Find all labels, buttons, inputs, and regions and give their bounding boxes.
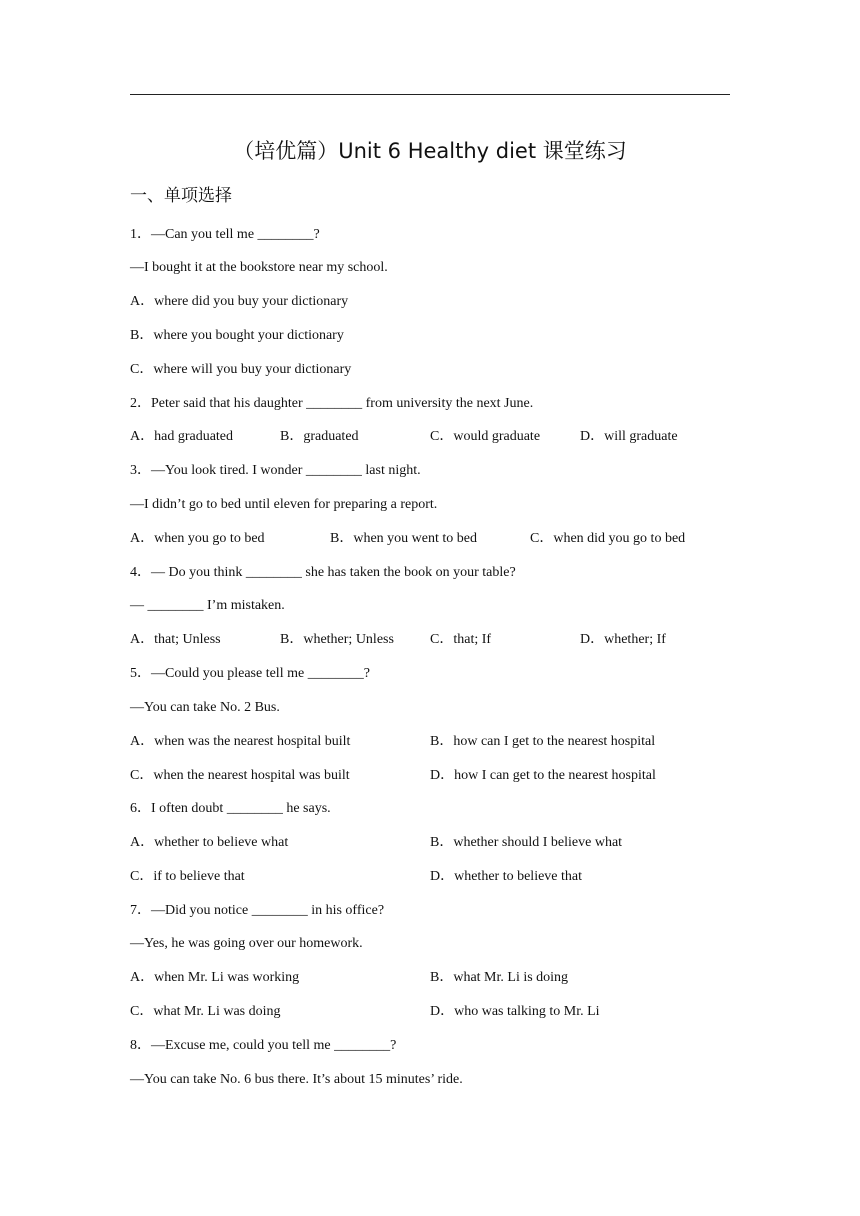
question-1-option-a: A．where did you buy your dictionary [130, 294, 349, 309]
question-1-reply: —I bought it at the bookstore near my school. [130, 260, 388, 275]
question-2-option-c: C．would graduate [430, 429, 541, 444]
question-4-stem: 4．— Do you think ________ she has taken the book on your table? [130, 565, 516, 580]
question-5-option-b: B．how can I get to the nearest hospital [430, 734, 656, 749]
question-6-stem: 6．I often doubt ________ he says. [130, 801, 331, 816]
question-5-option-a: A．when was the nearest hospital built [130, 734, 351, 749]
question-5-stem: 5．—Could you please tell me ________? [130, 666, 370, 681]
question-4-option-a: A．that; Unless [130, 632, 221, 647]
question-5-option-d: D．how I can get to the nearest hospital [430, 768, 656, 783]
question-7-option-b: B．what Mr. Li is doing [430, 970, 569, 985]
question-2-option-a: A．had graduated [130, 429, 234, 444]
question-7-option-d: D．who was talking to Mr. Li [430, 1004, 600, 1019]
question-1-stem: 1．—Can you tell me ________? [130, 227, 320, 242]
question-7-option-c: C．what Mr. Li was doing [130, 1004, 281, 1019]
section-heading: 一、单项选择 [130, 186, 232, 206]
question-8-stem: 8．—Excuse me, could you tell me ________? [130, 1038, 397, 1053]
question-4-reply: — ________ I’m mistaken. [130, 598, 285, 613]
question-4-option-b: B．whether; Unless [280, 632, 394, 647]
question-6-option-a: A．whether to believe what [130, 835, 289, 850]
question-5-reply: —You can take No. 2 Bus. [130, 700, 280, 715]
question-2-option-b: B．graduated [280, 429, 359, 444]
question-3-stem: 3．—You look tired. I wonder ________ last night. [130, 463, 421, 478]
question-3-option-b: B．when you went to bed [330, 531, 477, 546]
question-2-option-d: D．will graduate [580, 429, 678, 444]
page-title: （培优篇）Unit 6 Healthy diet 课堂练习 [233, 139, 627, 163]
question-4-option-d: D．whether; If [580, 632, 666, 647]
question-3-option-c: C．when did you go to bed [530, 531, 686, 546]
header-rule [130, 94, 730, 95]
question-6-option-c: C．if to believe that [130, 869, 245, 884]
question-5-option-c: C．when the nearest hospital was built [130, 768, 350, 783]
question-3-option-a: A．when you go to bed [130, 531, 265, 546]
question-1-option-b: B．where you bought your dictionary [130, 328, 344, 343]
question-2-stem: 2．Peter said that his daughter ________ from university the next June. [130, 396, 534, 411]
question-1-option-c: C．where will you buy your dictionary [130, 362, 352, 377]
question-6-option-b: B．whether should I believe what [430, 835, 623, 850]
question-7-stem: 7．—Did you notice ________ in his office? [130, 903, 385, 918]
question-7-reply: —Yes, he was going over our homework. [130, 936, 363, 951]
question-3-reply: —I didn’t go to bed until eleven for preparing a report. [130, 497, 438, 512]
question-8-reply: —You can take No. 6 bus there. It’s about 15 minutes’ ride. [130, 1072, 463, 1087]
question-4-option-c: C．that; If [430, 632, 492, 647]
question-7-option-a: A．when Mr. Li was working [130, 970, 300, 985]
question-6-option-d: D．whether to believe that [430, 869, 583, 884]
